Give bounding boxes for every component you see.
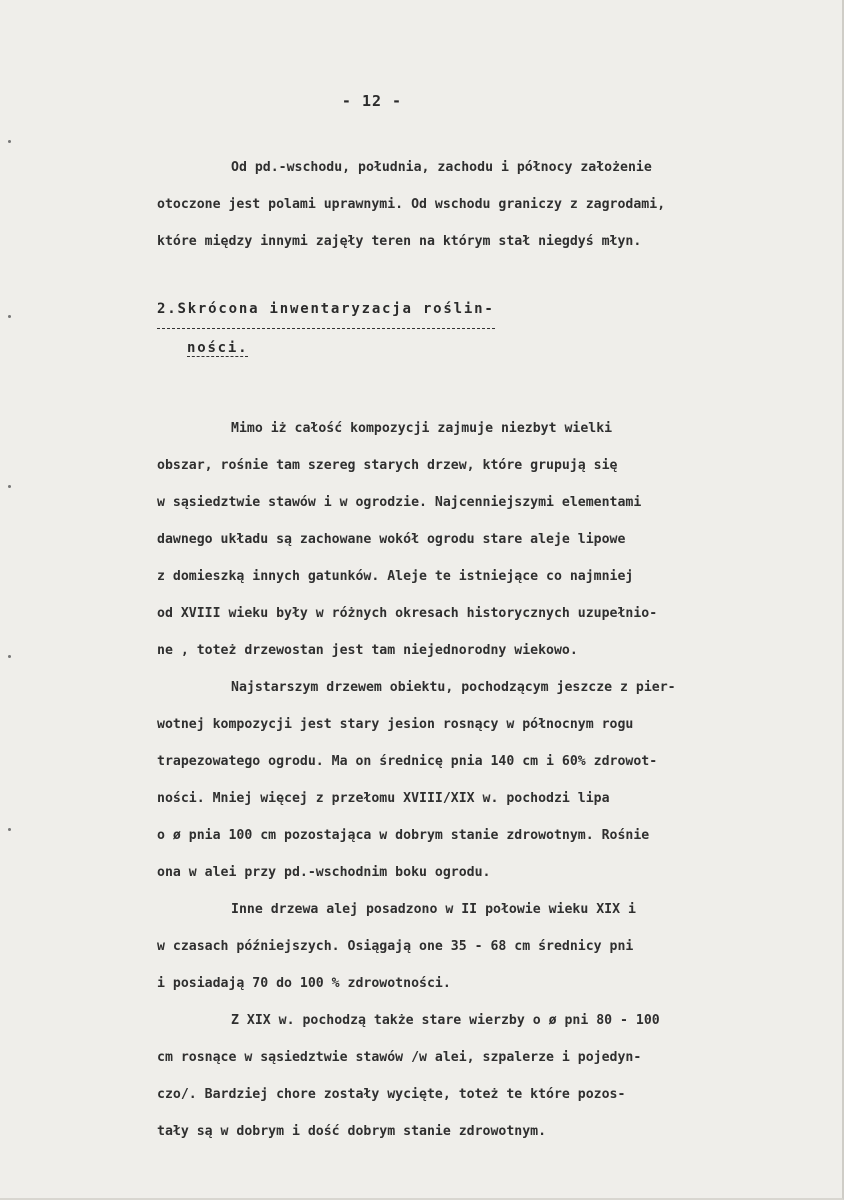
intro-paragraph [157, 149, 827, 260]
punch-hole-mark [8, 140, 11, 143]
text-line: Mimo iż całość kompozycji zajmuje niezbyt wielki [231, 421, 613, 436]
text-line: ona w alei przy pd.-wschodnim boku ogrodu. [157, 865, 491, 880]
section-title-line-1-end: n- [474, 301, 495, 317]
punch-hole-mark [8, 485, 11, 488]
punch-hole-mark [8, 655, 11, 658]
text-line: czo/. Bardziej chore zostały wycięte, toteż te które pozos- [157, 1087, 626, 1102]
text-line: tały są w dobrym i dość dobrym stanie zdrowotnym. [157, 1124, 547, 1139]
text-line: otoczone jest polami uprawnymi. Od wschodu graniczy z zagrodami, [157, 197, 666, 212]
text-line: od XVIII wieku były w różnych okresach historycznych uzupełnio- [157, 606, 658, 621]
punch-hole-mark [8, 828, 11, 831]
text-line: ne , toteż drzewostan jest tam niejednorodny wiekowo. [157, 643, 578, 658]
text-line: wotnej kompozycji jest stary jesion rosnący w północnym rogu [157, 717, 634, 732]
text-line: ności. Mniej więcej z przełomu XVIII/XIX w. pochodzi lipa [157, 791, 610, 806]
text-line: Z XIX w. pochodzą także stare wierzby o ø pni 80 - 100 [231, 1013, 660, 1028]
section-title-line-1: Skrócona inwentaryzacja rośli [177, 301, 475, 317]
text-line: z domieszką innych gatunków. Aleje te istniejące co najmniej [157, 569, 634, 584]
text-line: Od pd.-wschodu, południa, zachodu i północy założenie [231, 160, 652, 175]
page-number: - 12 - [341, 92, 403, 110]
text-line: dawnego układu są zachowane wokół ogrodu stare aleje lipowe [157, 532, 626, 547]
section-heading [157, 290, 495, 367]
text-line: w sąsiedztwie stawów i w ogrodzie. Najcenniejszymi elementami [157, 495, 642, 510]
punch-hole-mark [8, 315, 11, 318]
section-title-line-2: ności. [187, 340, 249, 356]
text-line: obszar, rośnie tam szereg starych drzew, które grupują się [157, 458, 618, 473]
text-line: które między innymi zajęły teren na którym stał niegdyś młyn. [157, 234, 642, 249]
text-line: Inne drzewa alej posadzono w II połowie wieku XIX i [231, 902, 636, 917]
text-line: i posiadają 70 do 100 % zdrowotności. [157, 976, 451, 991]
text-line: Najstarszym drzewem obiektu, pochodzącym jeszcze z pier- [231, 680, 676, 695]
text-line: cm rosnące w sąsiedztwie stawów /w alei, szpalerze i pojedyn- [157, 1050, 642, 1065]
text-line: w czasach późniejszych. Osiągają one 35 - 68 cm średnicy pni [157, 939, 634, 954]
body-text [157, 410, 827, 1150]
text-line: trapezowatego ogrodu. Ma on średnicę pnia 140 cm i 60% zdrowot- [157, 754, 658, 769]
section-number: 2. [157, 301, 178, 317]
text-line: o ø pnia 100 cm pozostająca w dobrym stanie zdrowotnym. Rośnie [157, 828, 650, 843]
